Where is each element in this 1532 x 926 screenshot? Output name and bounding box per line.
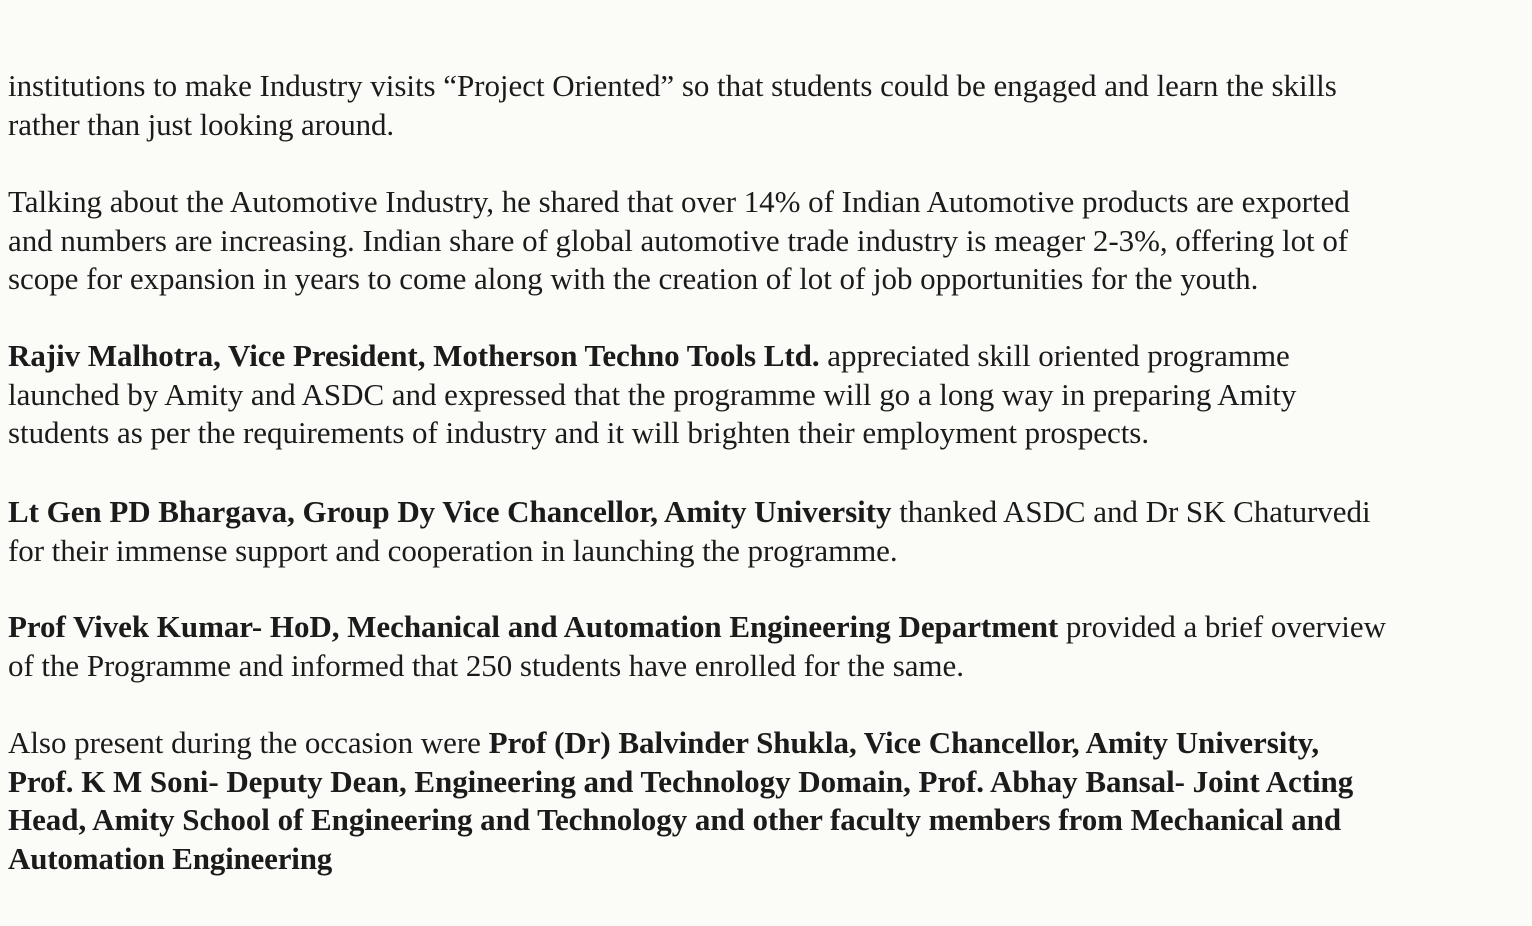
text-line: [8, 67, 1528, 106]
paragraph-automotive-industry: [8, 183, 1528, 299]
text-run: Talking about the Automotive Industry, he shared that over 14% of Indian Automotive products are exported: [8, 184, 1350, 219]
text-run: provided a brief overview: [1058, 609, 1386, 644]
bold-attendee-names: Prof (Dr) Balvinder Shukla, Vice Chancellor, Amity University,: [488, 725, 1320, 760]
bold-speaker-name: Lt Gen PD Bhargava, Group Dy Vice Chancellor, Amity University: [8, 494, 892, 529]
paragraph-rajiv-malhotra: [8, 337, 1528, 453]
text-line: [8, 414, 1528, 453]
bold-attendee-names: Prof. K M Soni- Deputy Dean, Engineering and Technology Domain, Prof. Abhay Bansal- Joint Acting: [8, 763, 1354, 799]
text-run: launched by Amity and ASDC and expressed that the programme will go a long way in preparing Amity: [8, 376, 1297, 412]
bold-attendee-names: Head, Amity School of Engineering and Technology and other faculty members from Mechanical and: [8, 802, 1342, 837]
paragraph-pd-bhargava: [8, 493, 1528, 570]
text-run: rather than just looking around.: [8, 106, 394, 142]
text-line: [8, 801, 1528, 840]
paragraph-also-present: [8, 724, 1528, 878]
text-run: and numbers are increasing. Indian share of global automotive trade industry is meager 2-3%, offering lot of: [8, 222, 1349, 258]
paragraph-industry-visits: [8, 67, 1528, 144]
text-line: [8, 840, 1528, 879]
text-run: students as per the requirements of industry and it will brighten their employment prospects.: [8, 415, 1150, 450]
bold-speaker-name: Prof Vivek Kumar- HoD, Mechanical and Automation Engineering Department: [8, 609, 1059, 644]
text-run: of the Programme and informed that 250 students have enrolled for the same.: [8, 647, 964, 683]
text-run: Also present during the occasion were: [8, 725, 489, 760]
text-run: for their immense support and cooperation in launching the programme.: [8, 532, 898, 568]
text-line: [8, 222, 1528, 261]
text-line: [8, 260, 1528, 299]
text-line: [8, 337, 1528, 376]
text-line: [8, 763, 1528, 802]
text-line: [8, 376, 1528, 415]
bold-speaker-name: Rajiv Malhotra, Vice President, Motherson Techno Tools Ltd.: [8, 338, 820, 373]
text-line: [8, 647, 1528, 686]
bold-attendee-names: Automation Engineering: [8, 840, 333, 876]
paragraph-vivek-kumar: [8, 608, 1528, 685]
text-line: [8, 493, 1528, 532]
text-line: [8, 724, 1528, 763]
text-line: [8, 608, 1528, 647]
text-run: thanked ASDC and Dr SK Chaturvedi: [891, 494, 1371, 529]
text-line: [8, 532, 1528, 571]
text-line: [8, 183, 1528, 222]
text-run: institutions to make Industry visits “Project Oriented” so that students could be engaged and learn the skills: [8, 68, 1337, 103]
text-line: [8, 106, 1528, 145]
text-run: appreciated skill oriented programme: [819, 338, 1290, 373]
text-run: scope for expansion in years to come along with the creation of lot of job opportunities for the youth.: [8, 261, 1259, 296]
